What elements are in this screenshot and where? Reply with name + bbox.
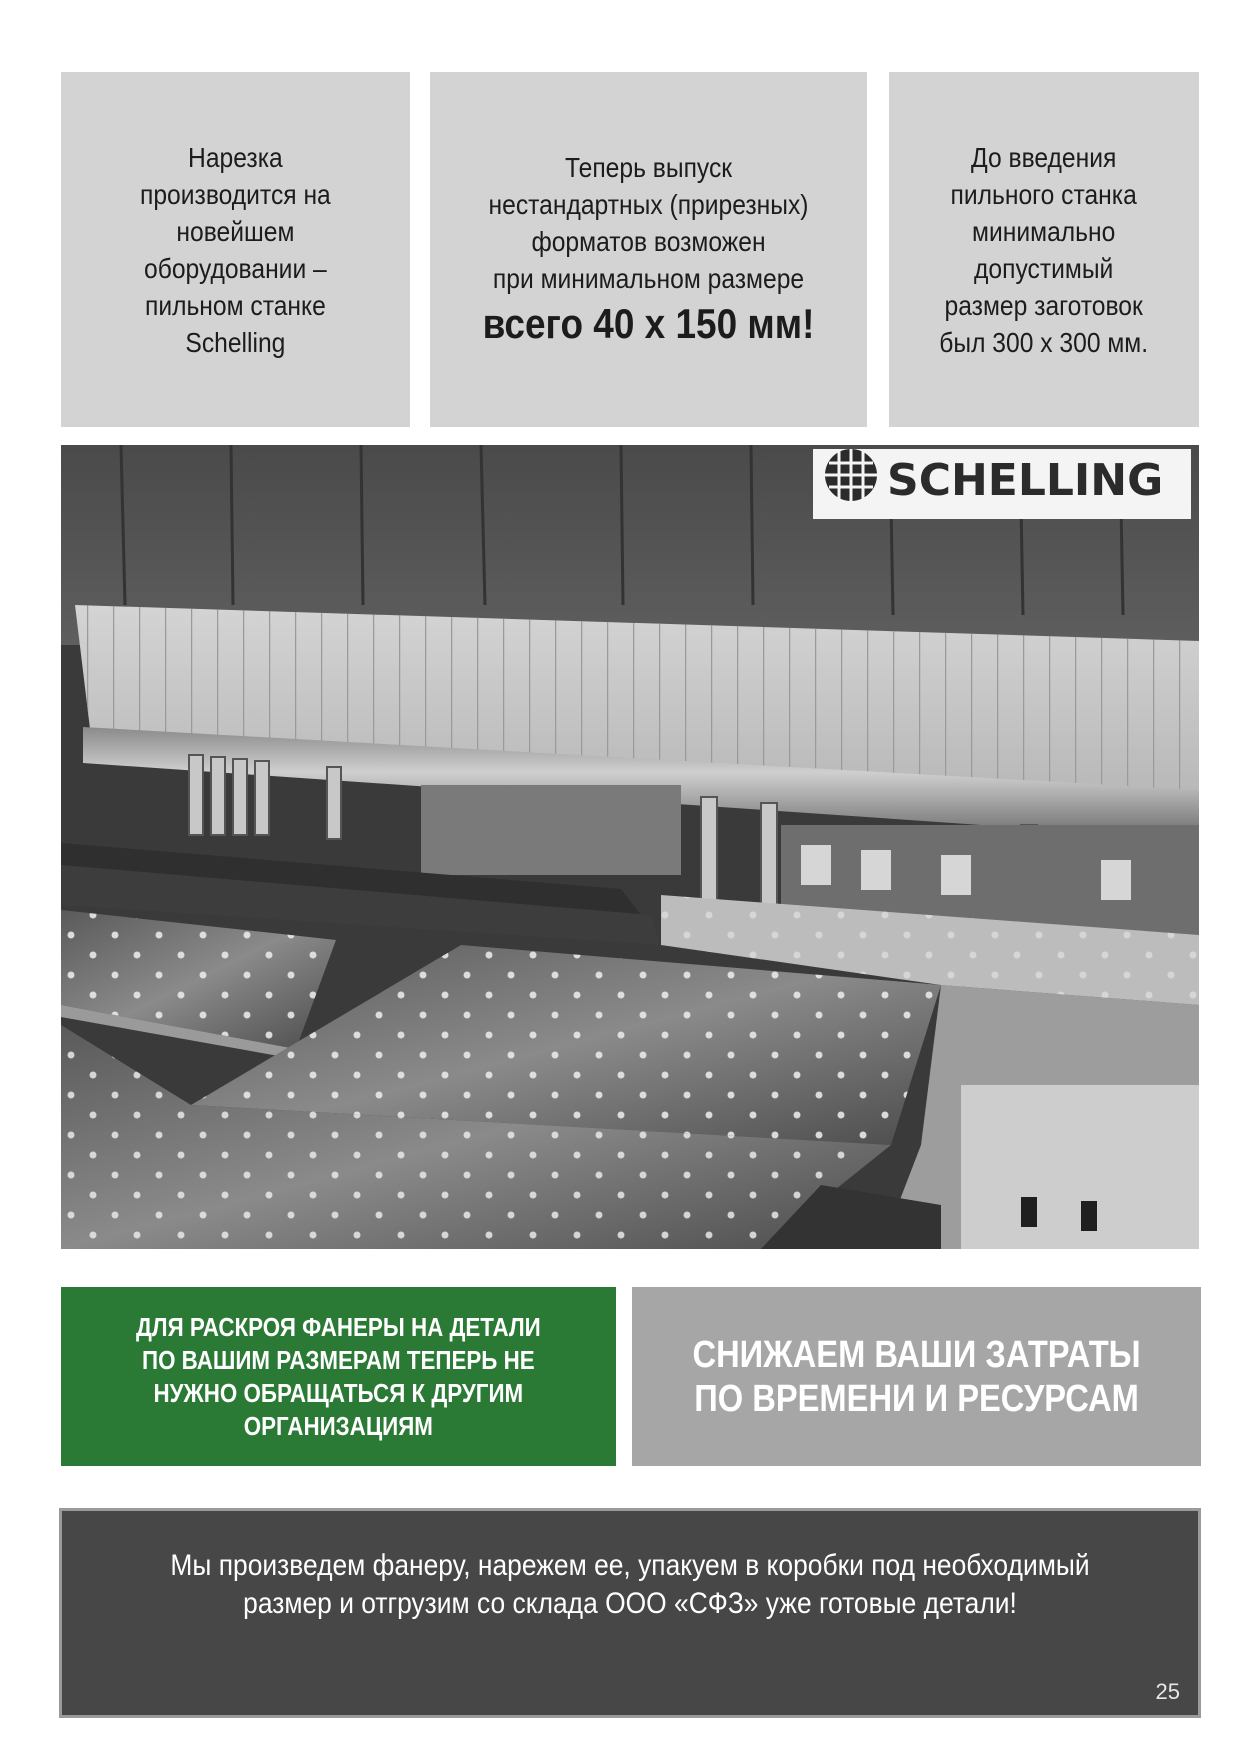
gray-banner [632, 1287, 1201, 1466]
info-box-formats [430, 72, 867, 427]
info-text-before: До введения пильного станка минимально допустимый размер заготовок был 300 х 300 мм. [939, 141, 1149, 358]
info-text-formats: Теперь выпуск нестандартных (прирезных) форматов возможен при минимальном размере всего 40 х 150 мм! [483, 149, 815, 351]
page-number: 25 [1155, 1679, 1180, 1704]
info-box-before [889, 72, 1199, 427]
footer-text: Мы произведем фанеру, нарежем ее, упакуем в коробки под необходимый размер и отгрузим со склада ООО «СФЗ» уже готовые детали! [170, 1549, 1090, 1620]
min-size-emphasis: всего 40 х 150 мм! [482, 299, 815, 347]
info-box-cutting [61, 72, 410, 427]
machine-photo [61, 445, 1199, 1249]
info-text-cutting: Нарезка производится на новейшем оборудовании – пильном станке Schelling [140, 141, 331, 358]
footer-box [59, 1508, 1201, 1718]
green-banner-text: ДЛЯ РАСКРОЯ ФАНЕРЫ НА ДЕТАЛИ ПО ВАШИМ РАЗМЕРАМ ТЕПЕРЬ НЕ НУЖНО ОБРАЩАТЬСЯ К ДРУГИМ ОРГАНИЗАЦИЯМ [136, 1311, 541, 1441]
schelling-logo-text: SCHELLING [887, 455, 1164, 506]
saw-machine-illustration [61, 445, 1199, 1249]
gray-banner-text: СНИЖАЕМ ВАШИ ЗАТРАТЫ ПО ВРЕМЕНИ И РЕСУРСАМ [692, 1333, 1141, 1420]
green-banner [61, 1287, 616, 1466]
globe-logo-icon [825, 449, 877, 501]
